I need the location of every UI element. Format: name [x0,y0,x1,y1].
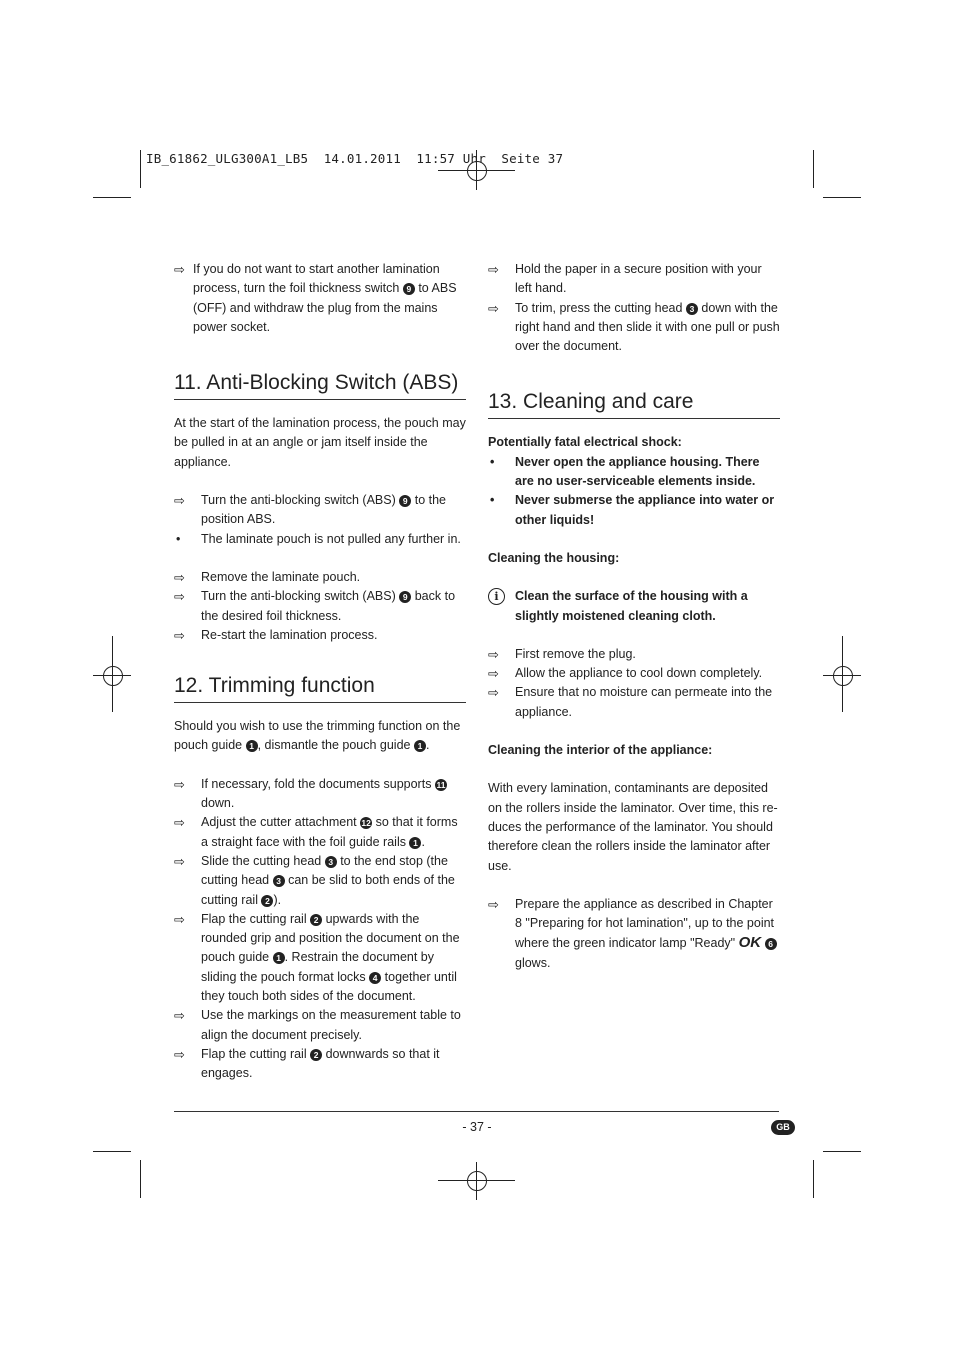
list-item: ⇨ Allow the appliance to cool down completely. [488,664,780,683]
arrow-icon: ⇨ [488,300,499,316]
list-item: ⇨ Turn the anti-blocking switch (ABS) 9 back to the desired foil thickness. [174,589,456,623]
section-title-11: 11. Anti-Blocking Switch (ABS) [174,370,466,400]
number-badge: 1 [409,837,421,849]
arrow-icon: ⇨ [174,262,185,277]
bullet-item: • Never open the appliance housing. There are no user-serviceable elements inside. [490,454,760,489]
crop-mark [823,1151,861,1152]
subheading: Cleaning the housing: [488,550,620,565]
list-item: ⇨ Turn the anti-blocking switch (ABS) 9 to the position ABS. [174,493,447,527]
list-item: ⇨ Re-start the lamination process. [174,626,466,645]
registration-circle [833,666,853,686]
arrow-icon: ⇨ [174,1008,185,1024]
list-item: ⇨ Hold the paper in a secure position with your left hand. [488,262,762,296]
language-badge: GB [771,1120,795,1135]
number-badge: 3 [325,856,337,868]
crop-mark [813,1160,814,1198]
list-item: ⇨ Flap the cutting rail 2 upwards with the rounded grip and position the document on the pouch guide 1 . Restrain the document by sliding the pouch format locks 4 together until they touch both sides of the document. [174,911,460,1004]
page-number: - 37 - [462,1120,492,1134]
list-item: ⇨ Adjust the cutter attachment 12 so that it forms a straight face with the foil guide rails 1 . [174,815,458,849]
paragraph: At the start of the lamination process, the pouch may be pulled in at an angle or jam itself inside the appliance. [174,416,466,469]
arrow-icon: ⇨ [488,262,499,277]
number-badge: 12 [361,818,371,829]
info-note: i Clean the surface of the housing with a slightly moistened cleaning cloth. [488,587,780,626]
print-slug: IB_61862_ULG300A1_LB5 14.01.2011 11:57 Uhr Seite 37 [146,151,564,166]
section-title-12: 12. Trimming function [174,673,466,703]
bullet-icon: • [490,493,495,508]
number-badge: 9 [403,283,415,295]
number-badge: 1 [246,740,258,752]
paragraph: With every lamination, contaminants are deposited on the rollers inside the laminator. Over time, this re-duces the performance of the laminator. You should therefore clean the rollers inside the laminator after use. [488,781,778,873]
info-icon: i [488,588,505,605]
crop-mark [140,150,141,188]
arrow-icon: ⇨ [488,666,499,682]
list-item: ⇨ If you do not want to start another lamination process, turn the foil thickness switch 9 to ABS (OFF) and withdraw the plug from the mains power socket. [174,262,457,334]
registration-circle [467,1171,487,1191]
registration-circle [103,666,123,686]
number-badge: 9 [399,591,411,603]
arrow-icon: ⇨ [174,911,185,927]
number-badge: 4 [369,972,381,984]
number-badge: 3 [273,875,285,887]
bullet-icon: • [176,531,181,546]
list-item: ⇨ Slide the cutting head 3 to the end stop (the cutting head 3 can be slid to both ends of the cutting rail 2 ). [174,853,455,907]
section-title-13: 13. Cleaning and care [488,389,780,419]
crop-mark [93,1151,131,1152]
crop-mark [93,197,131,198]
list-item: ⇨ Ensure that no moisture can permeate into the appliance. [488,685,773,719]
list-item: ⇨ Use the markings on the measurement table to align the document precisely. [174,1008,461,1042]
arrow-icon: ⇨ [174,627,185,643]
warning-heading: Potentially fatal electrical shock: [488,435,682,450]
arrow-icon: ⇨ [174,493,185,509]
crop-mark [140,1160,141,1198]
list-item: ⇨ To trim, press the cutting head 3 down with the right hand and then slide it with one pull or push over the document. [488,300,780,354]
arrow-icon: ⇨ [488,896,499,912]
number-badge: 11 [436,779,446,790]
arrow-icon: ⇨ [174,776,185,792]
list-item: ⇨ First remove the plug. [488,645,780,664]
number-badge: 2 [261,895,273,907]
footer-divider [174,1111,779,1112]
number-badge: 9 [399,495,411,507]
list-item: ⇨ Prepare the appliance as described in Chapter 8 "Preparing for hot lamination", up to the point where the green indicator lamp "Ready" OK 6 glows. [488,895,780,973]
number-badge: 3 [686,303,698,315]
list-item: ⇨ Flap the cutting rail 2 downwards so that it engages. [174,1046,440,1081]
crop-mark [813,150,814,188]
paragraph: Should you wish to use the trimming function on the pouch guide 1 , dismantle the pouch guide 1 . [174,719,461,753]
number-badge: 1 [414,740,426,752]
bullet-item: • Never submerse the appliance into water or other liquids! [490,493,775,527]
arrow-icon: ⇨ [174,569,185,585]
ready-ok-icon: OK [738,934,762,952]
arrow-icon: ⇨ [174,815,185,831]
arrow-icon: ⇨ [174,1046,185,1062]
number-badge: 1 [273,952,285,964]
bullet-item: • The laminate pouch is not pulled any further in. [174,530,466,549]
left-column [174,260,466,1084]
arrow-icon: ⇨ [488,685,499,701]
arrow-icon: ⇨ [174,589,185,605]
subheading: Cleaning the interior of the appliance: [488,743,713,758]
number-badge: 2 [310,914,322,926]
crop-mark [823,197,861,198]
number-badge: 2 [310,1049,322,1061]
bullet-icon: • [490,454,495,469]
arrow-icon: ⇨ [488,646,499,662]
list-item: ⇨ Remove the laminate pouch. [174,568,466,587]
arrow-icon: ⇨ [174,853,185,869]
right-column [488,260,780,973]
list-item: ⇨ If necessary, fold the documents supports 11 down. [174,776,446,811]
number-badge: 6 [765,938,777,950]
